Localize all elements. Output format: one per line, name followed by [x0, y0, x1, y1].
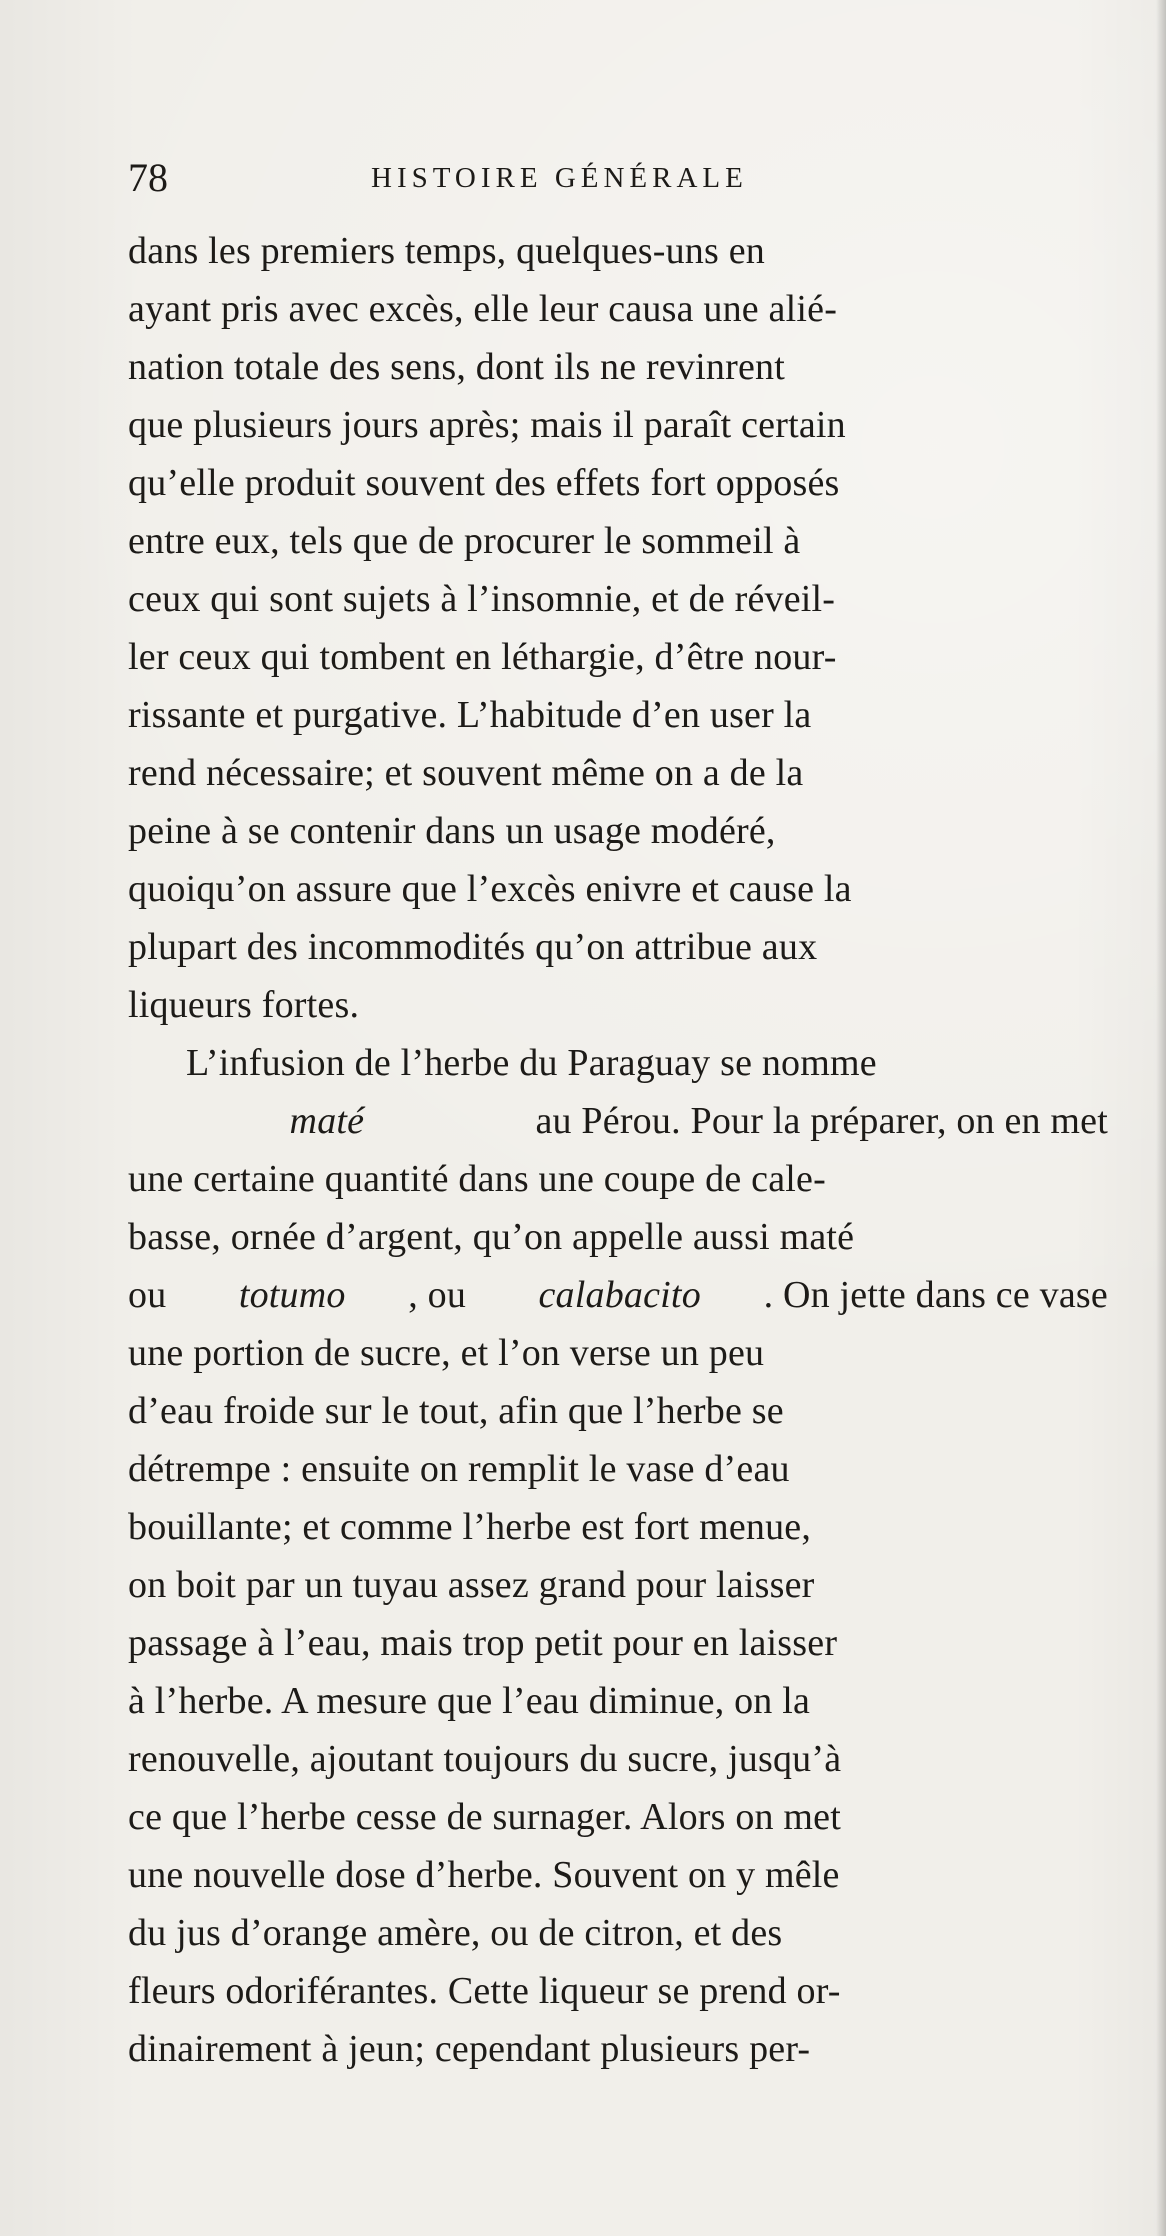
- text-line: nation totale des sens, dont ils ne revinrent: [128, 346, 785, 388]
- text-line: renouvelle, ajoutant toujours du sucre, jusqu’à: [128, 1738, 842, 1780]
- text-line: passage à l’eau, mais trop petit pour en laisser: [128, 1622, 838, 1664]
- text-line: une certaine quantité dans une coupe de cale-: [128, 1158, 826, 1200]
- text-line: une portion de sucre, et l’on verse un peu: [128, 1332, 765, 1374]
- italic-term: calabacito: [538, 1274, 701, 1316]
- text-line: que plusieurs jours après; mais il paraît certain: [128, 404, 846, 446]
- italic-term: maté: [289, 1100, 365, 1142]
- italic-term: totumo: [238, 1274, 346, 1316]
- paragraph-start-line: L’infusion de l’herbe du Paraguay se nomme: [186, 1042, 877, 1084]
- body-text: [128, 222, 1108, 2078]
- running-head: HISTOIRE GÉNÉRALE: [371, 162, 748, 194]
- page-header: [128, 150, 1108, 206]
- text-line: bouillante; et comme l’herbe est fort menue,: [128, 1506, 812, 1548]
- text-line: ce que l’herbe cesse de surnager. Alors on met: [128, 1796, 841, 1838]
- text-line: ayant pris avec excès, elle leur causa une alié-: [128, 288, 838, 330]
- text-line: peine à se contenir dans un usage modéré,: [128, 810, 776, 852]
- page-edge-shadow: [1156, 0, 1166, 2236]
- text-line: à l’herbe. A mesure que l’eau diminue, on la: [128, 1680, 811, 1722]
- text-line: maté au Pérou. Pour la préparer, on en met: [128, 1092, 1108, 1150]
- text-line: dans les premiers temps, quelques-uns en: [128, 230, 765, 272]
- text-line: entre eux, tels que de procurer le sommeil à: [128, 520, 801, 562]
- text-line: ou totumo , ou calabacito . On jette dans ce vase: [128, 1266, 1108, 1324]
- text-line: rend nécessaire; et souvent même on a de la: [128, 752, 804, 794]
- text-line: plupart des incommodités qu’on attribue aux: [128, 926, 818, 968]
- text-line: fleurs odoriférantes. Cette liqueur se prend or-: [128, 1970, 841, 2012]
- text-line: ler ceux qui tombent en léthargie, d’être nour-: [128, 636, 837, 678]
- text-line: ceux qui sont sujets à l’insomnie, et de réveil-: [128, 578, 836, 620]
- text-line: qu’elle produit souvent des effets fort opposés: [128, 462, 840, 504]
- text-line: basse, ornée d’argent, qu’on appelle aussi maté: [128, 1216, 855, 1258]
- text-line: du jus d’orange amère, ou de citron, et des: [128, 1912, 783, 1954]
- text-line: rissante et purgative. L’habitude d’en user la: [128, 694, 812, 736]
- text-line: une nouvelle dose d’herbe. Souvent on y mêle: [128, 1854, 840, 1896]
- text-line: liqueurs fortes.: [128, 984, 360, 1026]
- text-line: détrempe : ensuite on remplit le vase d’eau: [128, 1448, 790, 1490]
- text-line: on boit par un tuyau assez grand pour laisser: [128, 1564, 815, 1606]
- text-line: dinairement à jeun; cependant plusieurs per-: [128, 2028, 811, 2070]
- page-number: 78: [128, 155, 168, 200]
- text-line: quoiqu’on assure que l’excès enivre et cause la: [128, 868, 852, 910]
- text-line: d’eau froide sur le tout, afin que l’herbe se: [128, 1390, 784, 1432]
